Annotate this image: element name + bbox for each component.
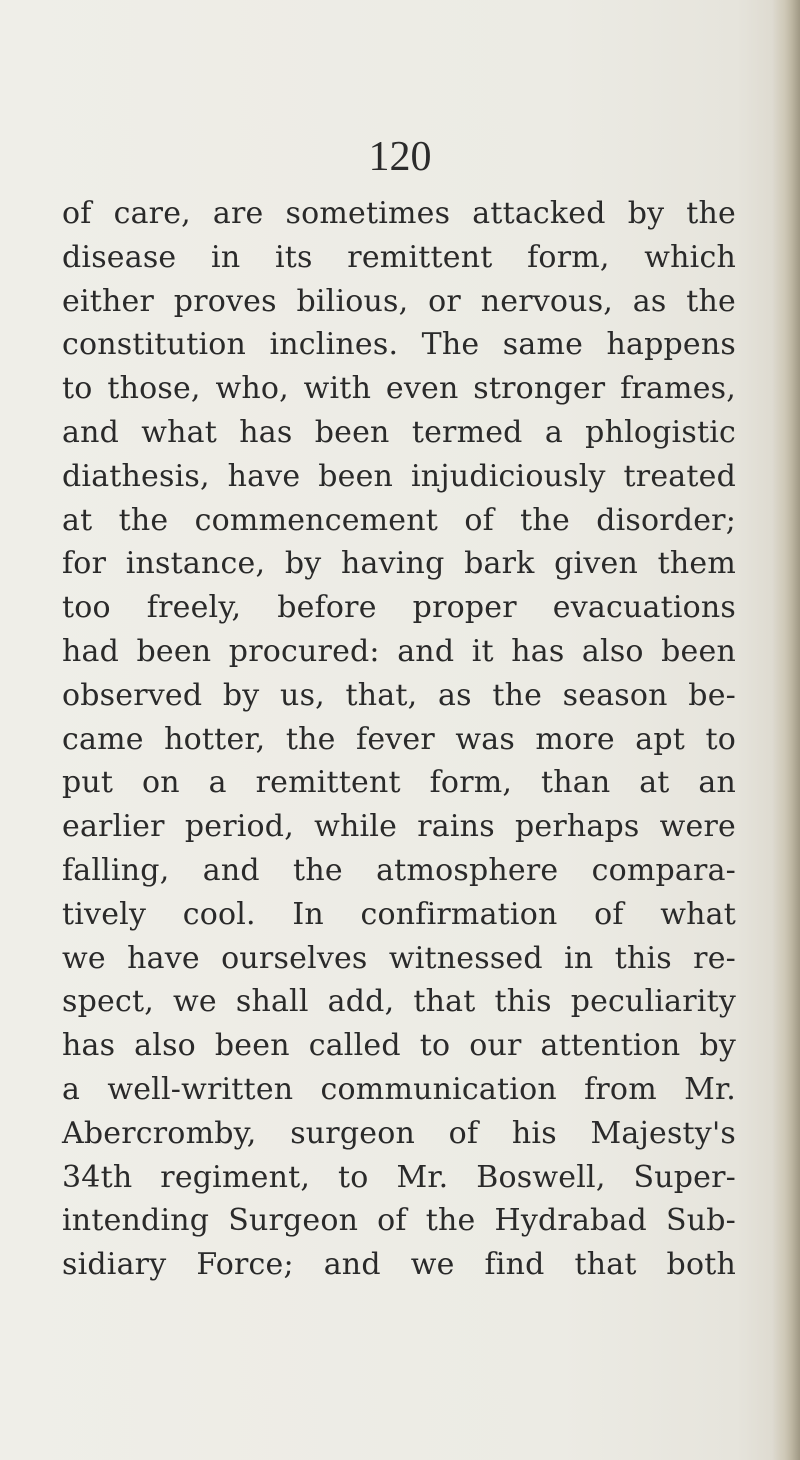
text-line: came hotter, the fever was more apt to: [62, 721, 736, 757]
text-line: we have ourselves witnessed in this re-: [62, 940, 736, 976]
text-line: had been procured: and it has also been: [62, 633, 736, 669]
text-line: disease in its remittent form, which: [62, 239, 736, 275]
text-line: to those, who, with even stronger frames,: [62, 371, 736, 407]
text-line: at the commencement of the disorder;: [62, 502, 736, 538]
text-line: too freely, before proper evacuations: [62, 590, 736, 626]
text-line: and what has been termed a phlogistic: [62, 414, 736, 450]
page-number: 120: [368, 134, 432, 180]
body-text: [62, 192, 736, 1287]
text-line: has also been called to our attention by: [62, 1028, 736, 1064]
text-line: falling, and the atmosphere compara-: [62, 852, 736, 888]
text-line: diathesis, have been injudiciously treated: [62, 458, 736, 494]
text-line: Abercromby, surgeon of his Majesty's: [62, 1115, 736, 1151]
text-line: 34th regiment, to Mr. Boswell, Super-: [62, 1159, 736, 1195]
text-line: tively cool. In confirmation of what: [62, 896, 736, 932]
page-edge-shadow: [772, 0, 800, 1460]
text-line: intending Surgeon of the Hydrabad Sub-: [62, 1203, 736, 1239]
text-line: earlier period, while rains perhaps were: [62, 809, 736, 845]
text-line: sidiary Force; and we find that both: [62, 1247, 736, 1283]
text-line: observed by us, that, as the season be-: [62, 677, 736, 713]
text-line: for instance, by having bark given them: [62, 546, 736, 582]
text-line: of care, are sometimes attacked by the: [62, 196, 736, 231]
text-line: constitution inclines. The same happens: [62, 327, 736, 363]
text-line: either proves bilious, or nervous, as the: [62, 283, 736, 319]
text-line: a well-written communication from Mr.: [62, 1071, 736, 1107]
text-line: spect, we shall add, that this peculiarity: [62, 984, 736, 1020]
text-line: put on a remittent form, than at an: [62, 765, 736, 801]
